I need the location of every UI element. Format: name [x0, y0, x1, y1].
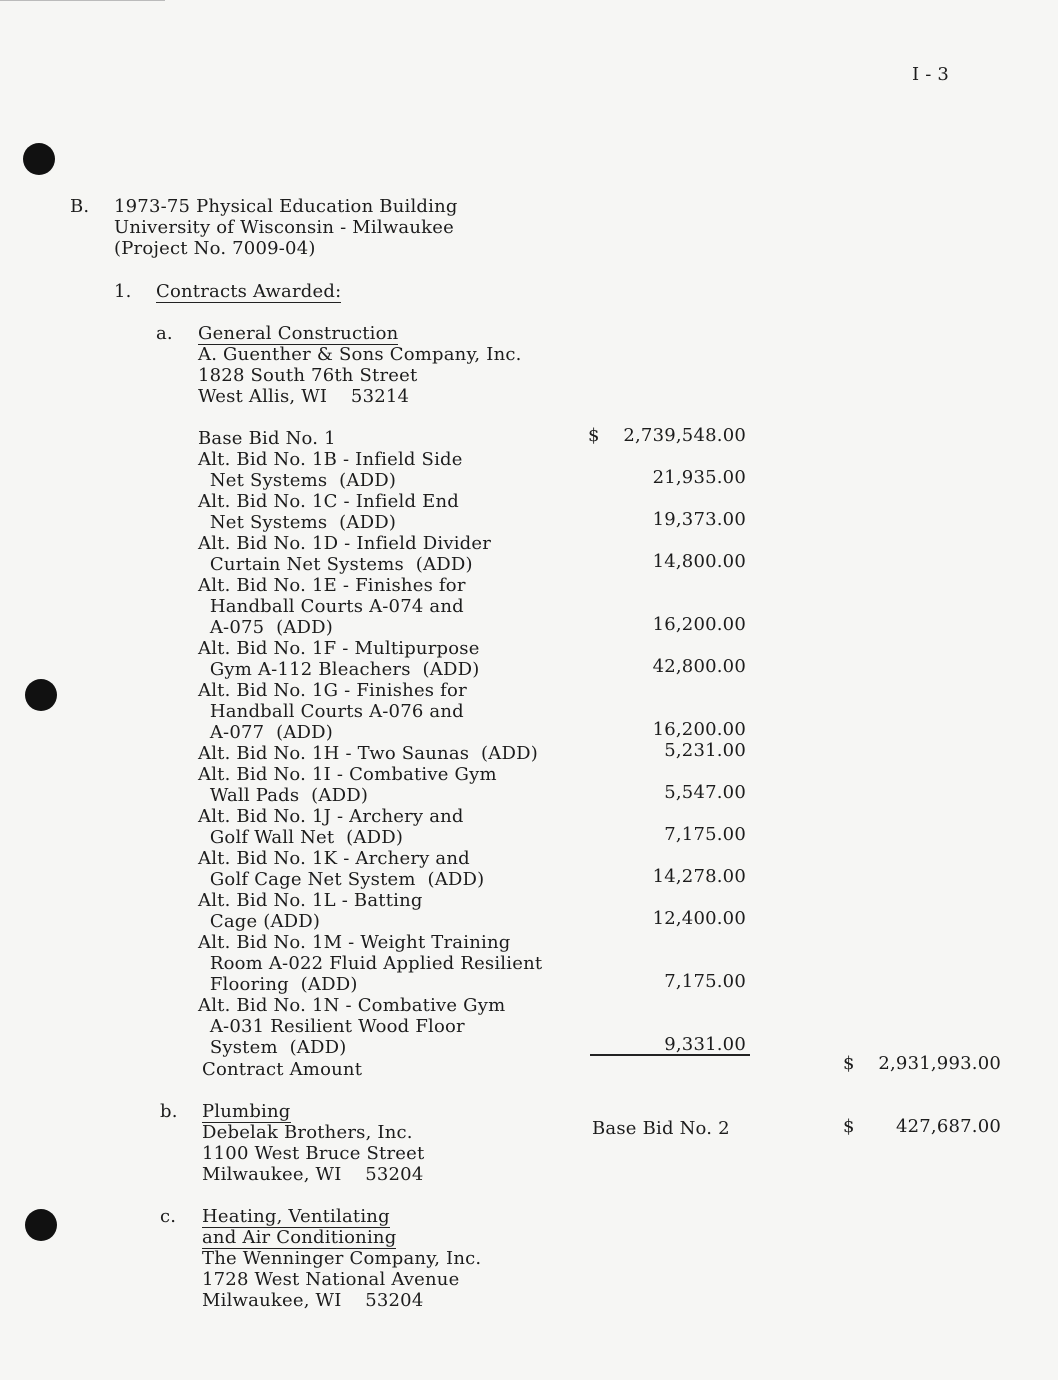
bid-amount: 12,400.00	[652, 908, 746, 929]
bid-amount: 16,200.00	[652, 719, 746, 740]
bid-line: A-077 (ADD)	[198, 722, 334, 743]
contract-b-label: Plumbing	[202, 1101, 291, 1122]
contract-c-letter: c.	[160, 1206, 177, 1227]
bid-line: Room A-022 Fluid Applied Resilient	[198, 953, 543, 974]
contract-b-bid-label: Base Bid No. 2	[592, 1118, 730, 1139]
bid-line: Alt. Bid No. 1H - Two Saunas (ADD)	[198, 743, 538, 764]
contract-c-label-line-2: and Air Conditioning	[202, 1227, 397, 1248]
bid-amount: 7,175.00	[664, 971, 746, 992]
bid-line: Handball Courts A-076 and	[198, 701, 464, 722]
bid-amount: 21,935.00	[652, 467, 746, 488]
bid-line: Alt. Bid No. 1F - Multipurpose	[198, 638, 480, 659]
bid-line: Curtain Net Systems (ADD)	[198, 554, 473, 575]
contract-c-contractor-line-3: Milwaukee, WI 53204	[202, 1290, 424, 1311]
bid-amount: 5,547.00	[664, 782, 746, 803]
contract-amount-value: 2,931,993.00	[878, 1053, 1001, 1074]
contract-a-letter: a.	[156, 323, 173, 344]
scan-edge-line	[0, 0, 165, 1]
page-number: I - 3	[912, 64, 950, 85]
bid-line: Gym A-112 Bleachers (ADD)	[198, 659, 480, 680]
punch-hole-middle	[25, 679, 57, 711]
bid-line: Golf Wall Net (ADD)	[198, 827, 404, 848]
bid-line: A-031 Resilient Wood Floor	[198, 1016, 465, 1037]
bid-amount: 2,739,548.00	[623, 425, 746, 446]
bid-line: Flooring (ADD)	[198, 974, 358, 995]
contract-amount-dollar: $	[843, 1053, 855, 1074]
contract-c-label-line-1: Heating, Ventilating	[202, 1206, 390, 1227]
bid-line: Alt. Bid No. 1K - Archery and	[198, 848, 470, 869]
bid-line: Alt. Bid No. 1J - Archery and	[198, 806, 464, 827]
bid-line: A-075 (ADD)	[198, 617, 334, 638]
bid-amount: 42,800.00	[652, 656, 746, 677]
bid-line: Base Bid No. 1	[198, 428, 336, 449]
bid-amount: 19,373.00	[652, 509, 746, 530]
bid-line: Alt. Bid No. 1E - Finishes for	[198, 575, 466, 596]
bid-line: Handball Courts A-074 and	[198, 596, 464, 617]
bid-amount: 14,800.00	[652, 551, 746, 572]
total-rule	[590, 1054, 750, 1056]
subsection-label: Contracts Awarded:	[156, 281, 342, 302]
contract-c-contractor-line-2: 1728 West National Avenue	[202, 1269, 460, 1290]
bid-amount: 16,200.00	[652, 614, 746, 635]
contract-a-contractor-line-3: West Allis, WI 53214	[198, 386, 410, 407]
bid-amount: 7,175.00	[664, 824, 746, 845]
contract-amount-label: Contract Amount	[202, 1059, 363, 1080]
contract-c-contractor-line-1: The Wenninger Company, Inc.	[202, 1248, 482, 1269]
contract-b-contractor-line-3: Milwaukee, WI 53204	[202, 1164, 424, 1185]
contract-b-dollar: $	[843, 1116, 855, 1137]
contract-b-letter: b.	[160, 1101, 178, 1122]
bid-amount: 14,278.00	[652, 866, 746, 887]
bid-dollar-sign: $	[588, 425, 600, 446]
bid-line: Alt. Bid No. 1B - Infield Side	[198, 449, 463, 470]
section-letter: B.	[70, 196, 90, 217]
contract-b-contractor-line-2: 1100 West Bruce Street	[202, 1143, 425, 1164]
bid-amount: 9,331.00	[664, 1034, 746, 1055]
contract-a-contractor-line-1: A. Guenther & Sons Company, Inc.	[198, 344, 522, 365]
bid-line: Alt. Bid No. 1G - Finishes for	[198, 680, 467, 701]
bid-line: Net Systems (ADD)	[198, 512, 397, 533]
section-title-line-1: 1973-75 Physical Education Building	[114, 196, 458, 217]
contract-b-amount: 427,687.00	[895, 1116, 1001, 1137]
section-title-line-2: University of Wisconsin - Milwaukee	[114, 217, 454, 238]
bid-line: Alt. Bid No. 1I - Combative Gym	[198, 764, 497, 785]
section-title-line-3: (Project No. 7009-04)	[114, 238, 316, 259]
punch-hole-bottom	[25, 1209, 57, 1241]
contract-a-contractor-line-2: 1828 South 76th Street	[198, 365, 418, 386]
contract-b-contractor-line-1: Debelak Brothers, Inc.	[202, 1122, 413, 1143]
bid-line: Cage (ADD)	[198, 911, 321, 932]
bid-line: Golf Cage Net System (ADD)	[198, 869, 485, 890]
bid-line: Net Systems (ADD)	[198, 470, 397, 491]
bid-line: Wall Pads (ADD)	[198, 785, 369, 806]
punch-hole-top	[23, 143, 55, 175]
bid-line: Alt. Bid No. 1C - Infield End	[198, 491, 459, 512]
bid-line: Alt. Bid No. 1N - Combative Gym	[198, 995, 506, 1016]
bid-amount: 5,231.00	[664, 740, 746, 761]
bid-line: Alt. Bid No. 1L - Batting	[198, 890, 423, 911]
subsection-number: 1.	[114, 281, 132, 302]
bid-line: Alt. Bid No. 1D - Infield Divider	[198, 533, 492, 554]
bid-line: Alt. Bid No. 1M - Weight Training	[198, 932, 511, 953]
contract-a-label: General Construction	[198, 323, 399, 344]
bid-line: System (ADD)	[198, 1037, 347, 1058]
